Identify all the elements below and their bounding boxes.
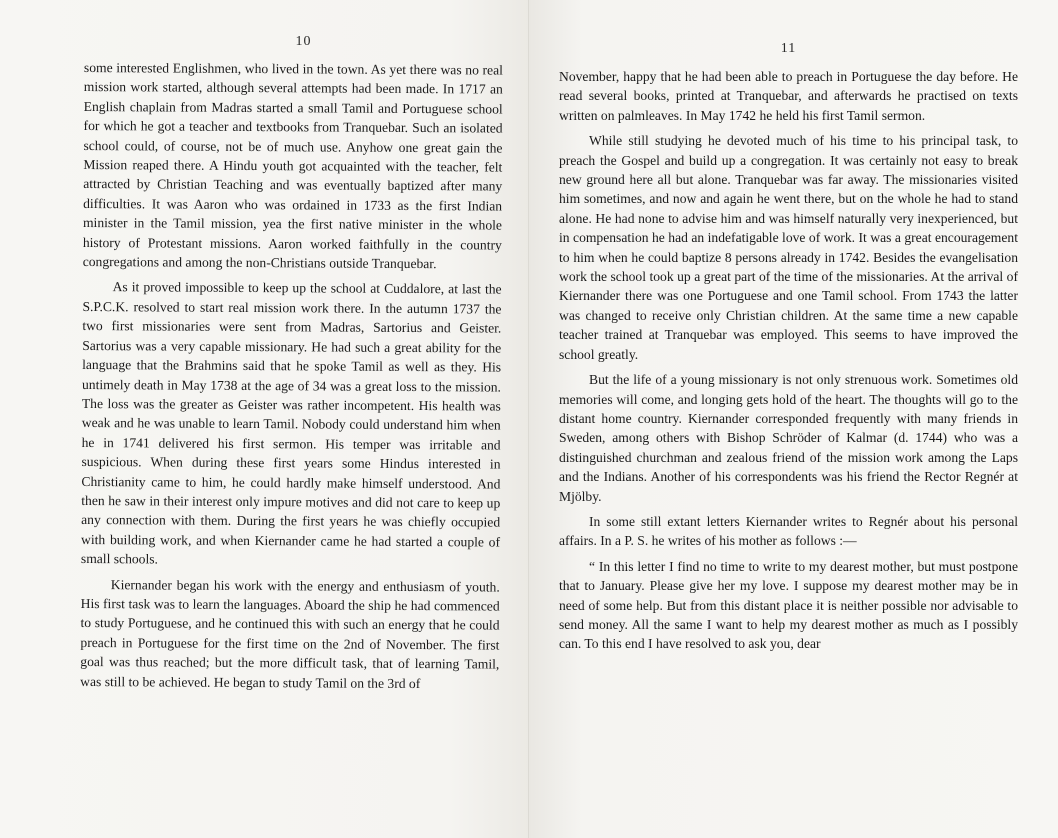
page-number-left: 10 — [295, 34, 312, 49]
paragraph: In some still extant letters Kiernander writes to Regnér about his personal affairs. In a P. S. he writes of his mother as follows :— — [559, 513, 1018, 549]
paragraph: But the life of a young missionary is not only strenuous work. Sometimes old memories will come, and longing gets hold of the heart. The thoughts will go to the distant home country. Kiernander corresponded frequently with many friends in Sweden, among others with Bishop Schröder of Kalmar (d. 1744) who was a distinguished churchman and zealous friend of the mission work among the Laps and the Indians. Another of his correspondents was his friend the Rector Regnér at Mjölby. — [559, 372, 1018, 504]
paragraph: While still studying he devoted much of his time to his principal task, to preach the Gospel and build up a congregation. It was certainly not easy to break new ground here all but alone. Tranquebar was far away. The missionaries visited him sometimes, and now and again he went there, but on the whole he had to stand alone. He had none to advise him and was himself naturally very inexperienced, but in compensation he had an indefatigable love of work. It was a great encouragement to him when he could baptize 8 persons already in 1742. Besides the evangelisation work the school took up a great part of the time of the missionaries. At the arrival of Kiernander there was one Portuguese and one Tamil school. From 1743 the latter was changed to receive only Christian children. At the same time a new capable teacher trained at Tranquebar was employed. This seems to have improved the school greatly. — [559, 133, 1018, 362]
paragraph: As it proved impossible to keep up the school at Cuddalore, at last the S.P.C.K. resolved to start real mission work there. In the autumn 1737 the two first missionaries were sent from Madras, Sartorius and Geister. Sartorius was a very capable missionary. He had such a great ability for the language that the Brahmins said that he spoke Tamil as well as they. His untimely death in May 1738 at the age of 34 was a great loss to the mission. The loss was the greater as Geister was rather incompetent. His health was weak and he was unable to learn Tamil. Nobody could understand him when he in 1741 delivered his first sermon. His temper was irritable and suspicious. When during these first years some Hindus interested in Christianity came to him, he could hardly make himself understood. And then he saw in their interest only impure motives and did not care to keep up any connection with them. During the first years he was chiefly occupied with building work, and when Kiernander came he had started a couple of small schools. — [80, 279, 502, 567]
page-number-right: 11 — [780, 41, 797, 56]
left-page-text — [80, 58, 503, 694]
paragraph: some interested Englishmen, who lived in the town. As yet there was no real mission work started, although several attempts had been made. In 1717 an English chaplain from Madras started a small Tamil and Portuguese school for which he got a teacher and textbooks from Tranquebar. Such an isolated school could, of course, not be of much use. Anyhow one great gain the Mission reaped there. A Hindu youth got acquainted with the teacher, felt attracted by Christian Teaching and was eventually baptized after many difficulties. It was Aaron who was ordained in 1733 as the first Indian minister in the Tamil mission, yea the first native minister in the whole history of Protestant missions. Aaron worked faithfully in the country congregations and among the non-Christians outside Tranquebar. — [82, 59, 503, 272]
paragraph: “ In this letter I find no time to write to my dearest mother, but must postpone that to January. Please give her my love. I suppose my dearest mother may be in need of some help. But from this distant place it is neither possible nor advisable to send money. All the same I want to help my dearest mother as much as I possibly can. To this end I have resolved to ask you, dear — [559, 558, 1018, 652]
paragraph: Kiernander began his work with the energy and enthusiasm of youth. His first task was to learn the languages. Aboard the ship he had commenced to study Portuguese, and he continued this with such an energy that he could preach in Portuguese for the first time on the 2nd of November. The first goal was thus reached; but the more difficult task, that of learning Tamil, was still to be achieved. He began to study Tamil on the 3rd of — [80, 576, 500, 691]
right-page-text — [559, 67, 1018, 654]
right-page — [529, 0, 1058, 838]
paragraph: November, happy that he had been able to preach in Portuguese the day before. He read several books, printed at Tranquebar, and afterwards he practised on texts written on palmleaves. In May 1742 he held his first Tamil sermon. — [559, 69, 1018, 123]
